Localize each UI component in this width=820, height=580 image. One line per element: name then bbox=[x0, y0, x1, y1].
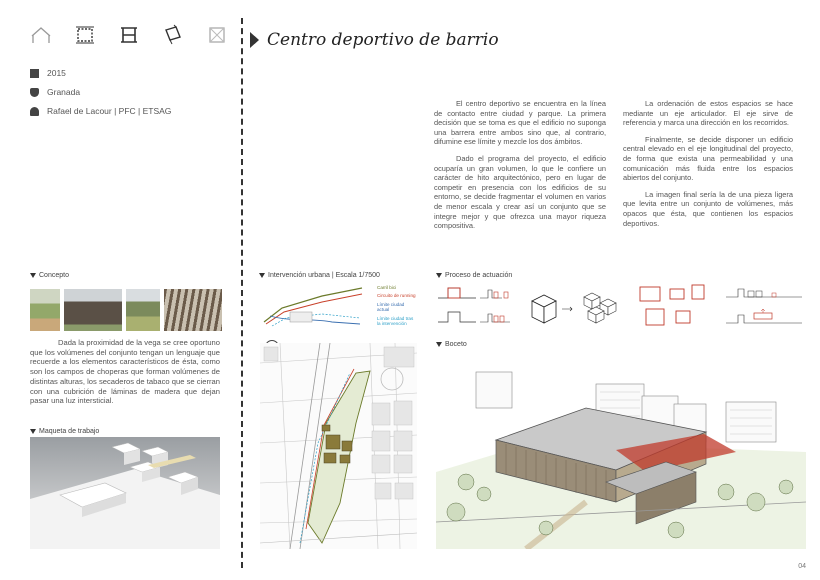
section-intervencion bbox=[259, 272, 380, 279]
sketch-illustration bbox=[436, 352, 806, 549]
author-row bbox=[30, 106, 171, 116]
title-text: Centro deportivo de barrio bbox=[267, 30, 499, 50]
section-arrow-icon bbox=[259, 273, 265, 278]
process-step-2-volumes bbox=[528, 287, 626, 327]
concepto-paragraph: Dada la proximidad de la vega se cree oportuno que los volúmenes del conjunto tengan un lenguaje que recuerde a los elementos característicos de ésta, como son los campos de choperas que forman volúmenes de distintas alturas, los secaderos de tabaco que se cierran con una cubrición de láminas de madera que dejan pasar una luz intersticial. bbox=[30, 338, 220, 406]
section-concepto bbox=[30, 272, 69, 279]
model-photo bbox=[30, 437, 220, 549]
city-text: Granada bbox=[47, 87, 81, 97]
process-step-3-plan bbox=[636, 283, 708, 329]
legend bbox=[377, 285, 417, 326]
intro-column-2 bbox=[623, 99, 793, 235]
legend-item-running: Circuito de running bbox=[377, 293, 416, 299]
house-section-icon bbox=[30, 24, 52, 46]
section-label: Boceto bbox=[445, 341, 467, 348]
calendar-icon bbox=[30, 69, 39, 78]
site-plan bbox=[260, 343, 417, 549]
concepto-text bbox=[30, 338, 220, 413]
person-icon bbox=[30, 107, 39, 116]
author-text: Rafael de Lacour | PFC | ETSAG bbox=[47, 106, 172, 116]
legend-item-limit-after: Límite ciudad tras la intervención bbox=[377, 315, 414, 327]
intro-paragraph: La imagen final sería la de una pieza ligera que levita entre un conjunto de volúmenes, más opacos que ésta, que contienen los espacios deportivos. bbox=[623, 189, 793, 228]
intro-paragraph: El centro deportivo se encuentra en la línea de contacto entre ciudad y parque. La primera decisión que se toma es que el edificio no suponga una barrera entre ambos sino que, al contrario, difumine ese límite y mezcle los dos ámbitos. bbox=[434, 99, 606, 147]
dashed-divider bbox=[241, 18, 243, 568]
year-text: 2015 bbox=[47, 68, 66, 78]
section-arrow-icon bbox=[436, 342, 442, 347]
section-arrow-icon bbox=[436, 273, 442, 278]
section-arrow-icon bbox=[30, 429, 36, 434]
view-icons bbox=[30, 24, 228, 46]
section-proceso bbox=[436, 272, 512, 279]
section-label: Concepto bbox=[39, 272, 69, 279]
title-arrow-icon bbox=[250, 32, 259, 48]
cross-box-icon bbox=[206, 24, 228, 46]
intro-paragraph: Finalmente, se decide disponer un edificio central elevado en el eje longitudinal del proyecto, de forma que exista una permeabilidad y una comunicación más fluida entre los espacios abiertos del conjunto. bbox=[623, 134, 793, 183]
concept-photo-poplars bbox=[126, 289, 160, 331]
page-title bbox=[250, 30, 499, 50]
section-label: Proceso de actuación bbox=[445, 272, 513, 279]
legend-item-bike: Carril bici bbox=[377, 285, 397, 290]
concept-photo-barn bbox=[64, 289, 122, 331]
intro-column-1 bbox=[434, 99, 606, 238]
section-label: Maqueta de trabajo bbox=[39, 428, 100, 435]
process-step-4 bbox=[724, 283, 804, 331]
process-step-1 bbox=[436, 282, 518, 330]
section-arrow-icon bbox=[30, 273, 36, 278]
rotated-box-icon bbox=[162, 24, 184, 46]
intro-paragraph: La ordenación de estos espacios se hace mediante un eje articulador. El eje sirve de referencia y marca una dirección en los recorridos. bbox=[623, 99, 793, 128]
legend-item-limit-now: Límite ciudad actual bbox=[377, 301, 405, 313]
columns-icon bbox=[118, 24, 140, 46]
concept-photo-timber bbox=[164, 289, 222, 331]
year-row bbox=[30, 68, 66, 78]
section-maqueta bbox=[30, 428, 99, 435]
section-boceto bbox=[436, 341, 467, 348]
page-number: 04 bbox=[798, 563, 806, 570]
concept-photo-field bbox=[30, 289, 60, 331]
dotted-plan-icon bbox=[74, 24, 96, 46]
location-pin-icon bbox=[30, 88, 39, 97]
intro-paragraph: Dado el programa del proyecto, el edificio ocuparía un gran volumen, lo que le confiere un carácter de hito arquitectónico, pero en lugar de competir en presencia con los edificios de su entorno, se decide fragmentar el volumen en varios de menor escala y crear así un conjunto que se integre mejor y que ofrezca una mayor riqueza compositiva. bbox=[434, 153, 606, 231]
section-label: Intervención urbana | Escala 1/7500 bbox=[268, 272, 380, 279]
urban-section-diagram bbox=[262, 282, 370, 330]
city-row bbox=[30, 87, 80, 97]
